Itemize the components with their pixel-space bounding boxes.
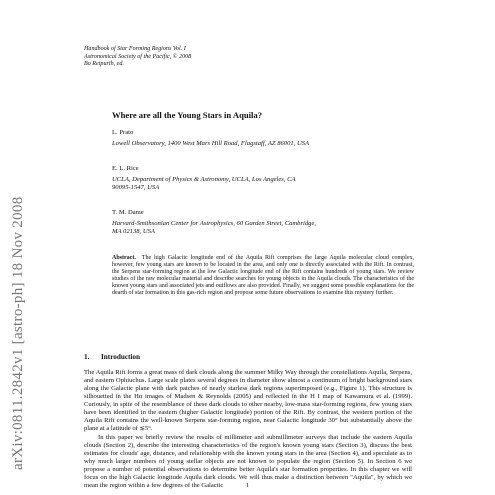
section-heading xyxy=(84,353,140,361)
author-affiliation xyxy=(112,176,296,192)
section-title: Introduction xyxy=(101,353,141,361)
paragraph: The Aquila Rift forms a great mass of dark clouds along the summer Milky Way through the constellations Aquila, Serpens, and eastern Ophiuchus. Large scale plates several degrees in diameter show almost a continuum of bright background stars along the Galactic plane with dark patches of nearly starless dark regions superimposed (e.g., Figure 1). This structure is silhouetted in the Hα images of Madsen & Reynolds (2005) and reflected in the H I map of Kawamura et al. (1999). Curiously, in spite of the resemblance of these dark clouds to other nearby, low-mass star-forming regions, few young stars have been identified in the eastern (higher Galactic longitude) portion of the Rift. By contrast, the western portion of the Aquila Rift contains the well-known Serpens star-forming region, near Galactic longitude 30° but substantially above the plane at a latitude of ≲5°. xyxy=(84,369,412,432)
paragraph: In this paper we briefly review the results of millimeter and submillimeter surveys that include the eastern Aquila clouds (Section 2), describe the interesting characteristics of the region's known young stars (Section 3), discuss the best estimates for clouds' age, distance, and relationship with the known young stars in the area (Section 4), and speculate as to why much larger numbers of young stellar objects are not known to populate the region (Section 5). In Section 6 we propose a number of potential observations to determine better Aquila's star formation properties. In this chapter we will focus on the high Galactic longitude Aquila dark clouds. We will thus make a distinction between "Aquila", by which we mean the region within a few degrees of the Galactic xyxy=(84,434,412,489)
affiliation-line: Lowell Observatory, 1400 West Mars Hill Road, Flagstaff, AZ 86001, USA xyxy=(112,140,310,148)
author-block xyxy=(112,129,309,148)
author-name: T. M. Dame xyxy=(112,209,144,216)
affiliation-line: 90095-1547, USA xyxy=(112,184,160,192)
abstract-text: The high Galactic longitude end of the Aquila Rift comprises the large Aquila molecular cloud complex, however, few young stars are known to be located in the area, and only one is directly associated with the Rift. In contrast, the Serpens star-forming region at the low Galactic longitude end of the Rift contains hundreds of young stars. We review studies of the raw molecular material and describe searches for young objects in the Aquila clouds. The characteristics of the known young stars and associated jets and outflows are also provided. Finally, we suggest some possible explanations for the dearth of star formation in this gas-rich region and propose some future observations to examine this mystery further. xyxy=(112,255,414,297)
author-block xyxy=(112,209,316,237)
header-line: Astronomical Society of the Pacific, © 2008 xyxy=(84,53,192,60)
affiliation-line: UCLA, Department of Physics & Astronomy, UCLA, Los Angeles, CA xyxy=(112,176,296,184)
header-line: Bo Reipurth, ed. xyxy=(84,61,124,68)
abstract xyxy=(112,255,414,298)
paper-title: Where are all the Young Stars in Aquila? xyxy=(112,110,263,120)
page-number: 1 xyxy=(245,482,250,489)
affiliation-line: Harvard-Smithsonian Center for Astrophysics, 60 Garden Street, Cambridge, xyxy=(112,220,317,228)
author-affiliation xyxy=(112,140,309,148)
section-number: 1. xyxy=(84,353,90,361)
author-affiliation xyxy=(112,220,316,236)
body-text xyxy=(84,369,412,490)
running-header xyxy=(84,46,191,69)
arxiv-identifier: arXiv:0811.2842v1 [astro-ph] 18 Nov 2008 xyxy=(10,196,26,470)
author-block xyxy=(112,165,296,193)
author-name: E. L. Rice xyxy=(112,165,139,172)
author-name: L. Prato xyxy=(112,129,134,136)
header-line: Handbook of Star Forming Regions Vol. I xyxy=(84,46,186,52)
affiliation-line: MA 02138, USA xyxy=(112,228,155,236)
abstract-label: Abstract. xyxy=(112,255,136,261)
